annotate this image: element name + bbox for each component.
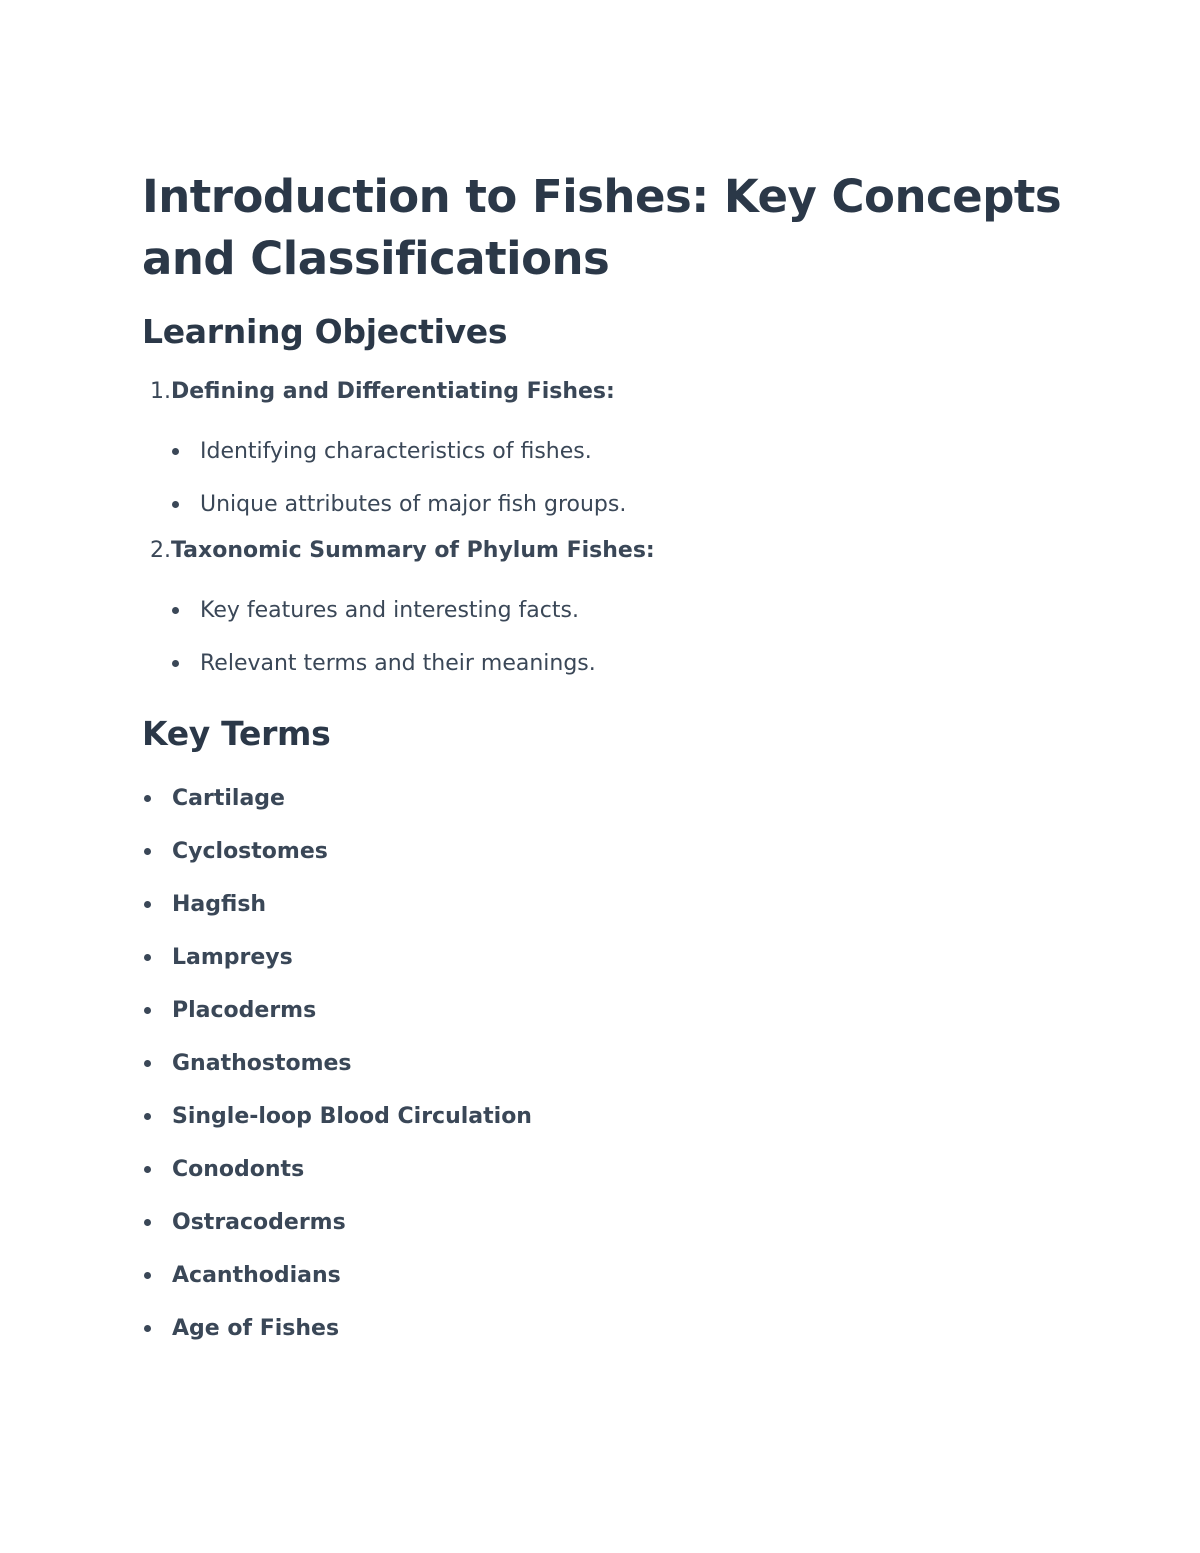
objective-subitem [172, 425, 1062, 478]
key-term-item [142, 1143, 1062, 1196]
objective-subitem [172, 478, 1062, 531]
key-terms-heading: Key Terms [142, 714, 331, 753]
key-term-text: Lampreys [172, 945, 293, 970]
bullet-icon [144, 1272, 151, 1279]
objective-item [142, 531, 1062, 690]
bullet-icon [144, 1219, 151, 1226]
objective-subitem-text: Relevant terms and their meanings. [200, 651, 596, 676]
key-term-item [142, 1302, 1062, 1355]
objective-subitem-text: Identifying characteristics of fishes. [200, 439, 592, 464]
key-terms-list [142, 772, 1062, 1355]
bullet-icon [144, 1007, 151, 1014]
key-term-text: Gnathostomes [172, 1051, 352, 1076]
bullet-icon [172, 501, 179, 508]
key-term-text: Single-loop Blood Circulation [172, 1104, 532, 1129]
bullet-icon [172, 660, 179, 667]
bullet-icon [144, 1325, 151, 1332]
key-term-item [142, 984, 1062, 1037]
bullet-icon [144, 1166, 151, 1173]
objective-subitems [142, 425, 1062, 531]
objective-item [142, 372, 1062, 531]
bullet-icon [172, 607, 179, 614]
bullet-icon [144, 1113, 151, 1120]
bullet-icon [144, 848, 151, 855]
key-term-item [142, 1196, 1062, 1249]
objective-subitem [172, 637, 1062, 690]
objective-subitem-text: Key features and interesting facts. [200, 598, 579, 623]
bullet-icon [172, 448, 179, 455]
objective-title: Defining and Differentiating Fishes: [171, 379, 615, 404]
key-term-text: Placoderms [172, 998, 317, 1023]
objective-subitem-text: Unique attributes of major fish groups. [200, 492, 627, 517]
objective-number: 1. [150, 379, 171, 404]
page-title: Introduction to Fishes: Key Concepts and Classifications [142, 170, 1062, 285]
bullet-icon [144, 1060, 151, 1067]
key-term-text: Ostracoderms [172, 1210, 346, 1235]
key-term-text: Acanthodians [172, 1263, 341, 1288]
key-term-text: Cartilage [172, 786, 285, 811]
key-term-item [142, 772, 1062, 825]
key-term-item [142, 878, 1062, 931]
objective-title: Taxonomic Summary of Phylum Fishes: [171, 538, 655, 563]
key-term-text: Age of Fishes [172, 1316, 340, 1341]
key-term-text: Cyclostomes [172, 839, 328, 864]
key-term-item [142, 1090, 1062, 1143]
bullet-icon [144, 795, 151, 802]
key-term-text: Conodonts [172, 1157, 305, 1182]
learning-objectives-list [142, 372, 1062, 690]
objective-subitem [172, 584, 1062, 637]
key-term-text: Hagfish [172, 892, 267, 917]
key-term-item [142, 1037, 1062, 1090]
objective-number: 2. [150, 538, 171, 563]
bullet-icon [144, 954, 151, 961]
bullet-icon [144, 901, 151, 908]
learning-objectives-heading: Learning Objectives [142, 312, 508, 351]
key-term-item [142, 825, 1062, 878]
objective-subitems [142, 584, 1062, 690]
key-term-item [142, 931, 1062, 984]
document-page [142, 166, 1062, 1355]
key-term-item [142, 1249, 1062, 1302]
